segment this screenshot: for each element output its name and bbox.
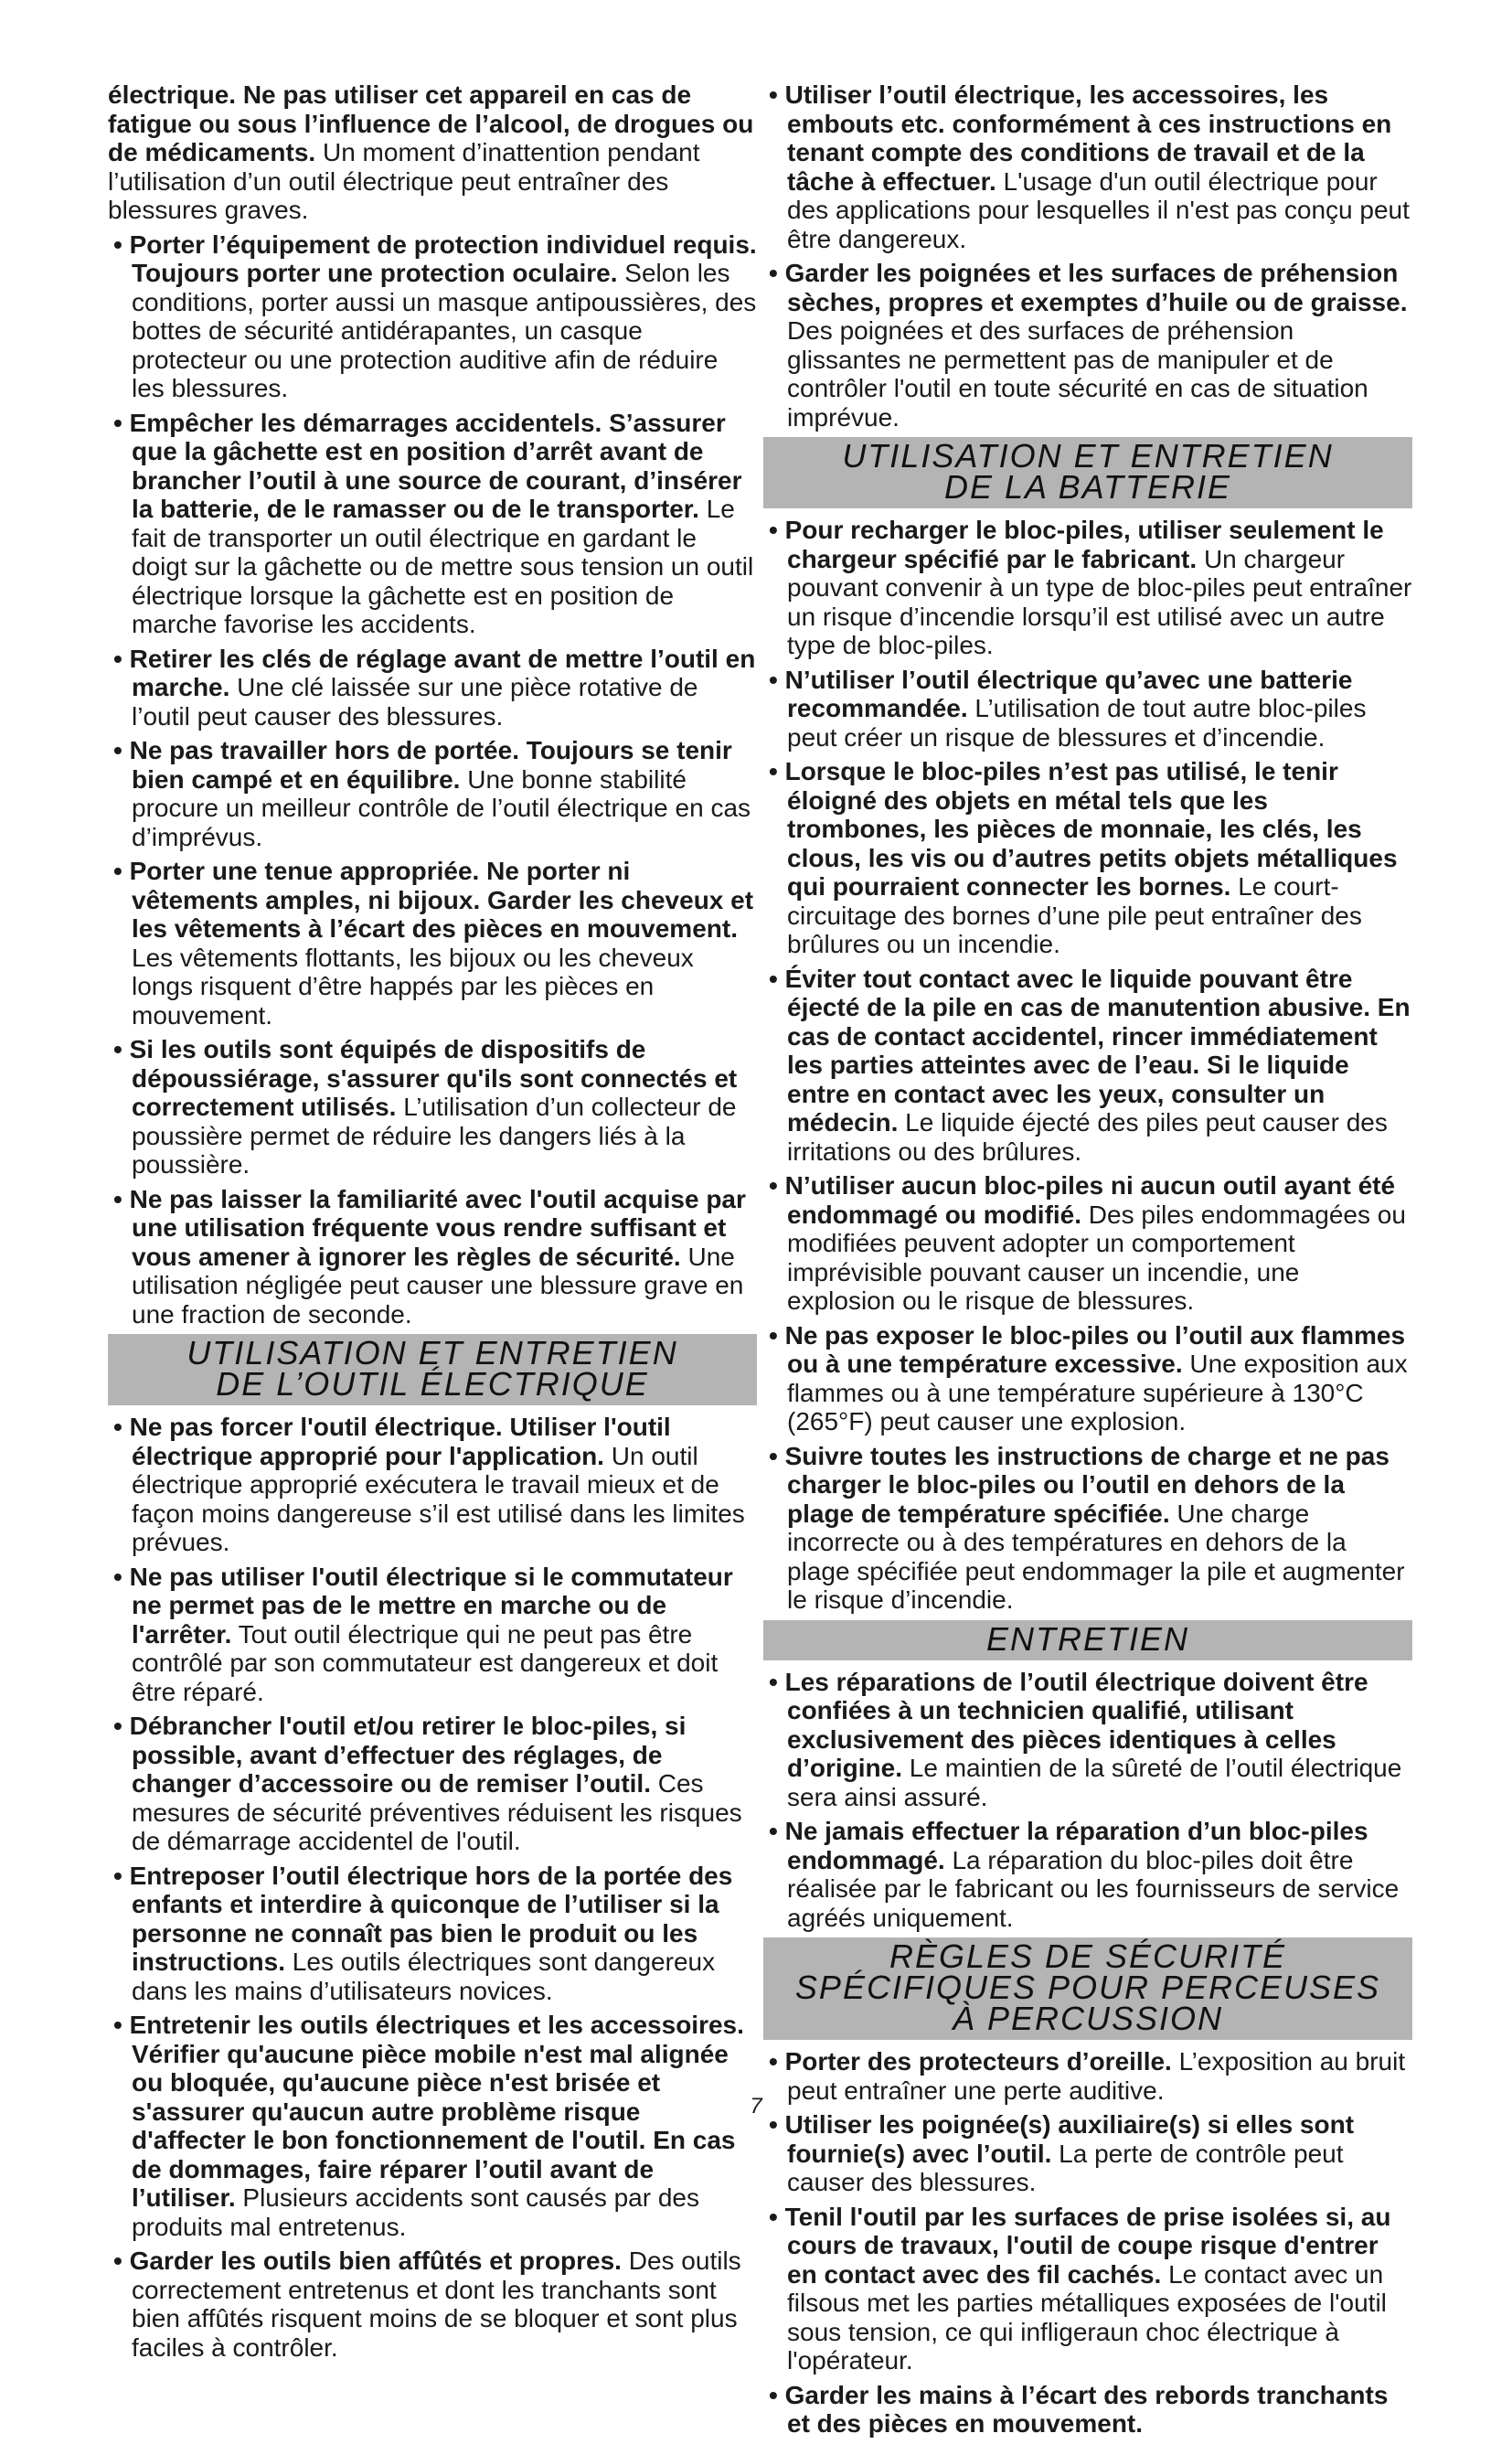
bullet-item <box>763 259 1412 432</box>
bullet-item <box>763 757 1412 959</box>
body-text: Un outil électrique approprié exécutera le travail mieux et de façon moins dangereuse s’il est utilisé dans les limites prévues. <box>132 1441 745 1556</box>
body-text: Le liquide éjecté des piles peut causer des irritations ou des brûlures. <box>787 1108 1388 1166</box>
body-text: Selon les conditions, porter aussi un masque antipoussières, des bottes de sécurité antidérapantes, un casque protecteur ou une protection auditive afin de réduire les blessures. <box>132 259 757 402</box>
bullet-item <box>763 1321 1412 1436</box>
bullet-item <box>763 1817 1412 1932</box>
bold-text: Ne jamais effectuer la réparation d’un bloc-piles endommagé. <box>784 1817 1368 1874</box>
bold-text: Entreposer l’outil électrique hors de la portée des enfants et interdire à quiconque de l’utiliser si la personne ne connaît pas bien le produit ou les instructions. <box>129 1861 733 1976</box>
section-header-tool-use <box>108 1334 757 1405</box>
bullet-item <box>108 857 757 1030</box>
header-line: UTILISATION ET ENTRETIEN <box>186 1334 678 1371</box>
bold-text: N’utiliser l’outil électrique qu’avec une batterie recommandée. <box>784 665 1353 722</box>
body-text: Ces mesures de sécurité préventives réduisent les risques de démarrage accidentel de l'outil. <box>132 1769 742 1855</box>
bold-text: Pour recharger le bloc-piles, utiliser seulement le chargeur spécifié par le fabricant. <box>784 516 1384 573</box>
section-header-maintenance <box>763 1620 1412 1660</box>
bullet-item <box>108 645 757 731</box>
bullet-item <box>763 80 1412 253</box>
body-text: Plusieurs accidents sont causés par des produits mal entretenus. <box>132 2183 699 2241</box>
right-column <box>763 80 1412 2444</box>
body-text: Un moment d’inattention pendant l’utilisation d’un outil électrique peut entraîner des blessures graves. <box>108 138 700 224</box>
body-text: Une charge incorrecte ou à des températures en dehors de la plage spécifiée peut endommager la pile et augmenter le risque d’incendie. <box>787 1499 1405 1614</box>
body-text: Une clé laissée sur une pièce rotative de l’outil peut causer des blessures. <box>132 673 698 731</box>
bullet-item <box>108 1413 757 1557</box>
body-text: Le court-circuitage des bornes d’une pile peut entraîner des brûlures ou un incendie. <box>787 872 1362 958</box>
bold-text: Éviter tout contact avec le liquide pouvant être éjecté de la pile en cas de manutention abusive. En cas de contact accidentel, rincer immédiatement les parties atteintes avec de l’eau. Si le liquide entre en contact avec les yeux, consulter un médecin. <box>784 964 1411 1137</box>
bullet-item <box>108 230 757 403</box>
body-text: Tout outil électrique qui ne peut pas être contrôlé par son commutateur est dangereux et doit être réparé. <box>132 1619 719 1706</box>
left-column <box>108 80 757 2367</box>
body-text: L'usage d'un outil électrique pour des applications pour lesquelles il n'est pas conçu peut être dangereux. <box>787 166 1410 253</box>
section-header-battery <box>763 437 1412 508</box>
bold-text: Débrancher l'outil et/ou retirer le bloc-piles, si possible, avant d’effectuer des réglages, de changer d’accessoire ou de remiser l’outil. <box>129 1712 687 1798</box>
header-line: ENTRETIEN <box>985 1619 1189 1658</box>
section-header-specific-rules <box>763 1937 1412 2040</box>
bold-text: Si les outils sont équipés de dispositifs de dépoussiérage, s'assurer qu'ils sont connectés et correctement utilisés. <box>129 1035 738 1121</box>
bullet-item <box>108 736 757 851</box>
bold-text: électrique. Ne pas utiliser cet appareil en cas de fatigue ou sous l’influence de l’alcool, de drogues ou de médicaments. <box>108 80 754 166</box>
page-number: 7 <box>750 2094 762 2118</box>
body-text: La réparation du bloc-piles doit être réalisée par le fabricant ou les fournisseurs de service agréés uniquement. <box>787 1845 1400 1932</box>
header-line: RÈGLES DE SÉCURITÉ <box>889 1937 1287 1975</box>
bold-text: Ne pas forcer l'outil électrique. Utiliser l'outil électrique approprié pour l'application. <box>129 1413 671 1470</box>
bullet-item <box>763 2203 1412 2375</box>
bold-text: Garder les outils bien affûtés et propres. <box>129 2247 622 2275</box>
bullet-item <box>763 1442 1412 1615</box>
body-text: Un chargeur pouvant convenir à un type de bloc-piles peut entraîner un risque d’incendie lorsqu’il est utilisé avec un autre type de bloc-piles. <box>787 544 1412 659</box>
bullet-item <box>108 2011 757 2241</box>
body-text: Le maintien de la sûreté de l’outil électrique sera ainsi assuré. <box>787 1754 1402 1811</box>
bold-text: Tenil l'outil par les surfaces de prise isolées si, au cours de travaux, l'outil de coupe risque d'entrer en contact avec des fil cachés. <box>784 2202 1391 2289</box>
body-text: L’exposition au bruit peut entraîner une perte auditive. <box>787 2047 1406 2105</box>
bold-text: Suivre toutes les instructions de charge et ne pas charger le bloc-piles ou l’outil en dehors de la plage de température spécifiée. <box>784 1441 1390 1528</box>
bold-text: Garder les mains à l’écart des rebords tranchants et des pièces en mouvement. <box>784 2380 1389 2438</box>
bullet-item <box>108 1035 757 1179</box>
bold-text: Retirer les clés de réglage avant de mettre l’outil en marche. <box>129 644 756 701</box>
bold-text: Ne pas laisser la familiarité avec l'outil acquise par une utilisation fréquente vous rendre suffisant et vous amener à ignorer les règles de sécurité. <box>129 1184 746 1271</box>
header-line: À PERCUSSION <box>952 2000 1224 2037</box>
body-text: Le fait de transporter un outil électrique en gardant le doigt sur la gâchette ou de mettre sous tension un outil électrique lorsque la gâchette est en position de marche favorise les accidents. <box>132 495 754 638</box>
body-text: Les outils électriques sont dangereux dans les mains d’utilisateurs novices. <box>132 1948 716 2005</box>
body-text: Une exposition aux flammes ou à une température supérieure à 130°C (265°F) peut causer une explosion. <box>787 1350 1408 1435</box>
bullet-item <box>763 1171 1412 1316</box>
bold-text: Ne pas exposer le bloc-piles ou l’outil aux flammes ou à une température excessive. <box>784 1320 1406 1378</box>
body-text: Des outils correctement entretenus et dont les tranchants sont bien affûtés risquent moins de se bloquer et sont plus faciles à contrôler. <box>132 2247 741 2362</box>
header-line: DE LA BATTERIE <box>943 468 1232 506</box>
bullet-item <box>763 2110 1412 2197</box>
bullet-item <box>763 965 1412 1167</box>
bullet-item <box>763 1668 1412 1812</box>
bold-text: Empêcher les démarrages accidentels. S’assurer que la gâchette est en position d’arrêt avant de brancher l’outil à une source de courant, d’insérer la batterie, de le ramasser ou de le transporter. <box>129 408 742 523</box>
bullet-item <box>763 666 1412 752</box>
bullet-item <box>108 409 757 639</box>
body-text: L’utilisation de tout autre bloc-piles peut créer un risque de blessures et d’incendie. <box>787 694 1367 752</box>
bullet-item <box>108 2247 757 2362</box>
body-text: Une utilisation négligée peut causer une blessure grave en une fraction de seconde. <box>132 1242 744 1329</box>
body-text: Une bonne stabilité procure un meilleur contrôle de l’outil électrique en cas d’imprévus. <box>132 764 751 851</box>
bold-text: Utiliser les poignée(s) auxiliaire(s) si elles sont fournie(s) avec l’outil. <box>784 2110 1355 2168</box>
bullet-item <box>108 1185 757 1329</box>
bold-text: Lorsque le bloc-piles n’est pas utilisé, le tenir éloigné des objets en métal tels que les trombones, les pièces de monnaie, les clés, les clous, les vis ou d’autres petits objets métalliques qui pourraient connecter les bornes. <box>784 757 1398 901</box>
bold-text: Porter des protecteurs d’oreille. <box>784 2047 1172 2076</box>
body-text: Des piles endommagées ou modifiées peuvent adopter un comportement imprévisible pouvant causer un incendie, une explosion ou le risque de blessures. <box>787 1200 1406 1315</box>
bold-text: Garder les poignées et les surfaces de préhension sèches, propres et exemptes d’huile ou de graisse. <box>784 259 1408 316</box>
bold-text: Porter une tenue appropriée. Ne porter ni vêtements amples, ni bijoux. Garder les cheveux et les vêtements à l’écart des pièces en mouvement. <box>129 857 754 943</box>
body-text: Des poignées et des surfaces de préhension glissantes ne permettent pas de manipuler et de contrôler l'outil en toute sécurité en cas de situation imprévue. <box>787 316 1368 432</box>
bullet-item <box>108 1563 757 1707</box>
bullet-item <box>763 2381 1412 2439</box>
bold-text: N’utiliser aucun bloc-piles ni aucun outil ayant été endommagé ou modifié. <box>784 1171 1396 1229</box>
header-line: SPÉCIFIQUES POUR PERCEUSES <box>794 1969 1381 2006</box>
body-text: La perte de contrôle peut causer des blessures. <box>787 2139 1344 2196</box>
bold-text: Ne pas utiliser l'outil électrique si le commutateur ne permet pas de le mettre en marche ou de l'arrêter. <box>129 1562 733 1649</box>
body-text: Les vêtements flottants, les bijoux ou les cheveux longs risquent d’être happés par les pièces en mouvement. <box>132 943 694 1030</box>
bold-text: Utiliser l’outil électrique, les accessoires, les embouts etc. conformément à ces instructions en tenant compte des conditions de travail et de la tâche à effectuer. <box>784 80 1392 196</box>
bullet-item <box>108 1862 757 2006</box>
body-text: Le contact avec un filsous met les parties métalliques exposées de l'outil sous tension, ce qui infligeraun choc électrique à l'opérateur. <box>787 2259 1387 2375</box>
header-line: DE L’OUTIL ÉLECTRIQUE <box>216 1365 649 1403</box>
bold-text: Les réparations de l’outil électrique doivent être confiées à un technicien qualifié, utilisant exclusivement des pièces identiques à celles d’origine. <box>784 1667 1368 1782</box>
bold-text: Entretenir les outils électriques et les accessoires. Vérifier qu'aucune pièce mobile n'est mal alignée ou bloquée, qu'aucune pièce n'est brisée et s'assurer qu'aucun autre problème risque d'affecter le bon fonctionnement de l'outil. En cas de dommages, faire réparer l’outil avant de l’utiliser. <box>129 2011 744 2212</box>
paragraph <box>108 80 757 225</box>
header-line: UTILISATION ET ENTRETIEN <box>842 437 1334 475</box>
bullet-item <box>763 516 1412 660</box>
bullet-item <box>108 1712 757 1856</box>
body-text: L’utilisation d’un collecteur de poussière permet de réduire les dangers liés à la poussière. <box>132 1093 737 1179</box>
bold-text: Ne pas travailler hors de portée. Toujours se tenir bien campé et en équilibre. <box>129 736 732 794</box>
bold-text: Porter l’équipement de protection individuel requis. Toujours porter une protection oculaire. <box>129 229 757 287</box>
